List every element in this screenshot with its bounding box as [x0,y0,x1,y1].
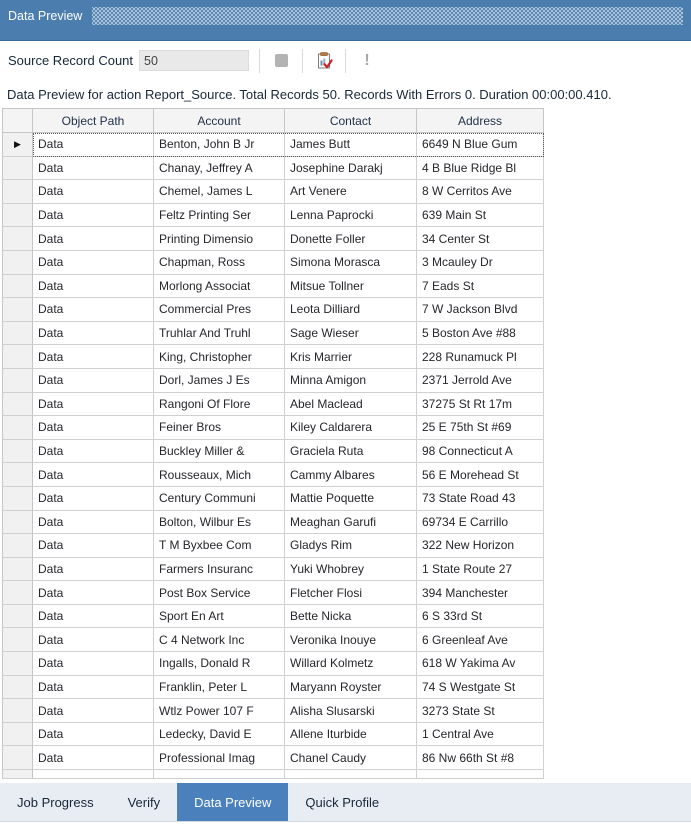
row-cells [33,628,544,652]
cell-account[interactable] [154,770,285,779]
table-row [3,227,544,251]
row-selector[interactable] [3,511,33,535]
cell-address[interactable]: 2371 Jerrold Ave [417,369,544,393]
toolbar-separator [345,49,346,73]
table-row [3,605,544,629]
cell-contact[interactable] [285,770,417,779]
cell-address[interactable]: 37275 St Rt 17m [417,393,544,417]
table-row [3,393,544,417]
row-selector[interactable] [3,345,33,369]
cell-address[interactable]: 618 W Yakima Av [417,652,544,676]
cell-account[interactable]: Truhlar And Truhl [154,322,285,346]
cell-address[interactable]: 7 W Jackson Blvd [417,298,544,322]
cell-account[interactable]: Morlong Associat [154,275,285,299]
cell-contact[interactable]: Minna Amigon [285,369,417,393]
row-cells [33,393,544,417]
grid-body [3,133,544,779]
row-selector[interactable] [3,251,33,275]
table-row [3,558,544,582]
row-selector[interactable] [3,723,33,747]
row-cells [33,298,544,322]
row-selector[interactable] [3,770,33,779]
cell-address[interactable]: 394 Manchester [417,581,544,605]
row-cells [33,157,544,181]
cell-account[interactable]: Sport En Art [154,605,285,629]
cell-object-path[interactable]: Data [33,534,154,558]
row-cells [33,534,544,558]
table-row [3,275,544,299]
tab-bar [0,783,691,822]
cell-contact[interactable]: Donette Foller [285,227,417,251]
cell-object-path[interactable] [33,770,154,779]
cell-address[interactable]: 6 S 33rd St [417,605,544,629]
column-header-object-path[interactable]: Object Path [33,109,154,133]
cell-address[interactable]: 8 W Cerritos Ave [417,180,544,204]
table-row [3,322,544,346]
tab-job-progress[interactable]: Job Progress [17,794,94,810]
cell-object-path[interactable]: Data [33,581,154,605]
row-cells [33,558,544,582]
source-record-count-label: Source Record Count [8,53,134,68]
table-row [3,628,544,652]
cell-contact[interactable]: Lenna Paprocki [285,204,417,228]
row-cells [33,723,544,747]
table-row [3,298,544,322]
cell-account[interactable]: Printing Dimensio [154,227,285,251]
table-row [3,133,544,157]
row-selector[interactable] [3,746,33,770]
cell-address[interactable]: 322 New Horizon [417,534,544,558]
column-header-address[interactable]: Address [417,109,544,133]
cell-object-path[interactable]: Data [33,676,154,700]
row-selector[interactable] [3,652,33,676]
cell-account[interactable]: Buckley Miller & [154,440,285,464]
cell-address[interactable]: 639 Main St [417,204,544,228]
row-cells [33,511,544,535]
cell-object-path[interactable]: Data [33,628,154,652]
cell-account[interactable]: Post Box Service [154,581,285,605]
cell-contact[interactable]: Fletcher Flosi [285,581,417,605]
grid-header-row [3,109,544,133]
row-cells [33,746,544,770]
cell-object-path[interactable]: Data [33,251,154,275]
table-row-partial [3,770,544,779]
table-row [3,676,544,700]
cell-object-path[interactable]: Data [33,416,154,440]
table-row [3,440,544,464]
cell-address[interactable]: 6649 N Blue Gum [417,133,544,157]
panel-title: Data Preview [8,8,83,23]
cell-account[interactable]: Franklin, Peter L [154,676,285,700]
cell-object-path[interactable]: Data [33,393,154,417]
cell-address[interactable]: 6 Greenleaf Ave [417,628,544,652]
cell-contact[interactable]: Graciela Ruta [285,440,417,464]
cell-object-path[interactable]: Data [33,180,154,204]
cell-object-path[interactable]: Data [33,558,154,582]
cell-object-path[interactable]: Data [33,133,154,157]
row-selector[interactable] [3,676,33,700]
row-cells [33,204,544,228]
tab-verify[interactable]: Verify [127,794,161,810]
toolbar-separator [302,49,303,73]
cell-contact[interactable]: Kris Marrier [285,345,417,369]
cell-address[interactable]: 86 Nw 66th St #8 [417,746,544,770]
cell-contact[interactable]: Gladys Rim [285,534,417,558]
cell-account[interactable]: Ledecky, David E [154,723,285,747]
row-selector[interactable] [3,275,33,299]
row-selector[interactable] [3,322,33,346]
row-cells [33,487,544,511]
cell-account[interactable]: Benton, John B Jr [154,133,285,157]
cell-account[interactable]: Dorl, James J Es [154,369,285,393]
cell-object-path[interactable]: Data [33,511,154,535]
data-preview-grid [2,108,544,779]
table-row [3,251,544,275]
grid-corner-header[interactable] [3,109,33,133]
cell-contact[interactable]: Chanel Caudy [285,746,417,770]
table-row [3,534,544,558]
row-selector[interactable] [3,558,33,582]
cell-object-path[interactable]: Data [33,157,154,181]
cell-account[interactable]: Commercial Pres [154,298,285,322]
table-row [3,180,544,204]
table-row [3,487,544,511]
row-selector[interactable] [3,581,33,605]
row-cells [33,369,544,393]
cell-account[interactable]: Farmers Insuranc [154,558,285,582]
row-selector[interactable] [3,463,33,487]
row-cells [33,770,544,779]
row-selector[interactable] [3,699,33,723]
cell-object-path[interactable]: Data [33,463,154,487]
cell-contact[interactable]: Abel Maclead [285,393,417,417]
cell-address[interactable]: 56 E Morehead St [417,463,544,487]
table-row [3,723,544,747]
cell-account[interactable]: Rangoni Of Flore [154,393,285,417]
column-header-contact[interactable]: Contact [285,109,417,133]
cell-object-path[interactable]: Data [33,369,154,393]
table-row [3,416,544,440]
error-alert-icon: ! [364,51,370,69]
cell-object-path[interactable]: Data [33,652,154,676]
titlebar-drag-texture [92,7,683,25]
table-row [3,511,544,535]
cell-account[interactable]: Ingalls, Donald R [154,652,285,676]
row-cells [33,699,544,723]
cell-object-path[interactable]: Data [33,605,154,629]
cell-contact[interactable]: Maryann Royster [285,676,417,700]
cell-account[interactable]: T M Byxbee Com [154,534,285,558]
cell-account[interactable]: Chapman, Ross [154,251,285,275]
row-selector[interactable] [3,180,33,204]
cell-contact[interactable]: Willard Kolmetz [285,652,417,676]
row-selector[interactable] [3,487,33,511]
cell-address[interactable]: 7 Eads St [417,275,544,299]
row-cells [33,251,544,275]
cell-object-path[interactable]: Data [33,204,154,228]
cell-contact[interactable]: James Butt [285,133,417,157]
row-cells [33,322,544,346]
table-row [3,746,544,770]
cell-object-path[interactable]: Data [33,487,154,511]
cell-contact[interactable]: Art Venere [285,180,417,204]
cell-contact[interactable]: Mitsue Tollner [285,275,417,299]
cell-account[interactable]: Chemel, James L [154,180,285,204]
row-selector[interactable] [3,605,33,629]
tab-data-preview[interactable]: Data Preview [177,783,288,821]
cell-contact[interactable]: Yuki Whobrey [285,558,417,582]
cell-account[interactable]: Rousseaux, Mich [154,463,285,487]
cell-address[interactable]: 5 Boston Ave #88 [417,322,544,346]
cell-account[interactable]: Bolton, Wilbur Es [154,511,285,535]
cell-object-path[interactable]: Data [33,345,154,369]
row-selector[interactable] [3,534,33,558]
error-alert-button[interactable] [356,50,378,72]
cell-object-path[interactable]: Data [33,440,154,464]
validate-data-icon [314,51,334,71]
cell-contact[interactable]: Alisha Slusarski [285,699,417,723]
cell-object-path[interactable]: Data [33,322,154,346]
cell-contact[interactable]: Mattie Poquette [285,487,417,511]
cell-address[interactable]: 25 E 75th St #69 [417,416,544,440]
row-cells [33,605,544,629]
cell-object-path[interactable]: Data [33,723,154,747]
row-cells [33,275,544,299]
cell-contact[interactable]: Leota Dilliard [285,298,417,322]
cell-contact[interactable]: Bette Nicka [285,605,417,629]
cell-account[interactable]: Chanay, Jeffrey A [154,157,285,181]
cell-contact[interactable]: Cammy Albares [285,463,417,487]
row-selector[interactable] [3,369,33,393]
cell-object-path[interactable]: Data [33,699,154,723]
panel-titlebar[interactable] [0,0,691,41]
row-selector[interactable] [3,440,33,464]
row-selector[interactable] [3,204,33,228]
column-header-account[interactable]: Account [154,109,285,133]
row-cells [33,345,544,369]
current-row-marker[interactable]: ▶ [3,133,33,157]
cell-address[interactable]: 1 Central Ave [417,723,544,747]
table-row [3,204,544,228]
cell-contact[interactable]: Meaghan Garufi [285,511,417,535]
table-row [3,652,544,676]
row-selector[interactable] [3,157,33,181]
table-row [3,581,544,605]
row-selector[interactable] [3,298,33,322]
row-selector[interactable] [3,628,33,652]
row-selector[interactable] [3,416,33,440]
row-cells [33,440,544,464]
row-cells [33,581,544,605]
cell-account[interactable]: Professional Imag [154,746,285,770]
cell-account[interactable]: King, Christopher [154,345,285,369]
cell-address[interactable]: 98 Connecticut A [417,440,544,464]
validate-data-button[interactable] [313,50,335,72]
cell-object-path[interactable]: Data [33,298,154,322]
cell-address[interactable]: 228 Runamuck Pl [417,345,544,369]
cell-contact[interactable]: Kiley Caldarera [285,416,417,440]
cell-contact[interactable]: Simona Morasca [285,251,417,275]
preview-toolbar [0,41,691,80]
table-row [3,463,544,487]
cell-contact[interactable]: Allene Iturbide [285,723,417,747]
cell-account[interactable]: Century Communi [154,487,285,511]
cell-address[interactable]: 3 Mcauley Dr [417,251,544,275]
row-cells [33,133,544,157]
cell-account[interactable]: C 4 Network Inc [154,628,285,652]
table-row [3,369,544,393]
cell-contact[interactable]: Veronika Inouye [285,628,417,652]
tab-quick-profile[interactable]: Quick Profile [305,794,380,810]
cell-contact[interactable]: Josephine Darakj [285,157,417,181]
stop-icon [275,54,288,67]
table-row [3,345,544,369]
cell-object-path[interactable]: Data [33,746,154,770]
row-cells [33,180,544,204]
row-cells [33,463,544,487]
row-cells [33,227,544,251]
preview-status-text: Data Preview for action Report_Source. Total Records 50. Records With Errors 0. Duration 00:00:00.410. [7,86,612,102]
cell-address[interactable]: 34 Center St [417,227,544,251]
source-record-count-input[interactable] [139,50,249,71]
row-selector[interactable] [3,227,33,251]
cell-address[interactable]: 1 State Route 27 [417,558,544,582]
row-selector[interactable] [3,393,33,417]
cell-contact[interactable]: Sage Wieser [285,322,417,346]
cell-address[interactable]: 4 B Blue Ridge Bl [417,157,544,181]
cell-address[interactable]: 73 State Road 43 [417,487,544,511]
cell-address[interactable]: 69734 E Carrillo [417,511,544,535]
cell-address[interactable]: 3273 State St [417,699,544,723]
toolbar-separator [259,49,260,73]
cell-object-path[interactable]: Data [33,227,154,251]
cell-account[interactable]: Wtlz Power 107 F [154,699,285,723]
stop-button[interactable] [270,50,292,72]
row-cells [33,676,544,700]
cell-address[interactable] [417,770,544,779]
cell-account[interactable]: Feltz Printing Ser [154,204,285,228]
row-cells [33,416,544,440]
table-row [3,699,544,723]
cell-account[interactable]: Feiner Bros [154,416,285,440]
cell-object-path[interactable]: Data [33,275,154,299]
cell-address[interactable]: 74 S Westgate St [417,676,544,700]
row-cells [33,652,544,676]
table-row [3,157,544,181]
